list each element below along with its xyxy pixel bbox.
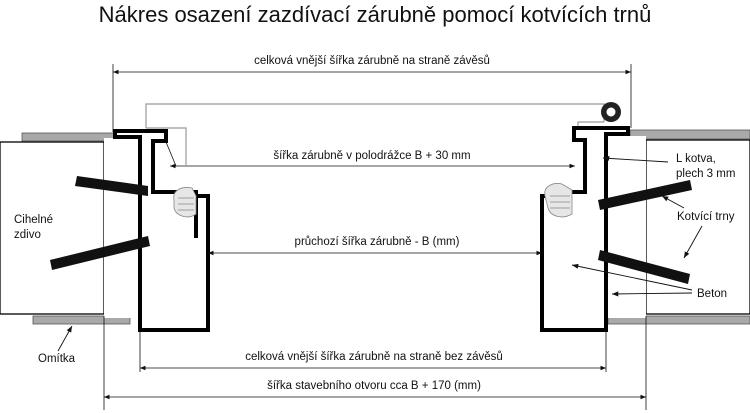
dim-outer-width-no-hinge-side: celková vnější šířka zárubně na straně bez závěsů <box>245 351 503 363</box>
label-l-anchor: L kotva, plech 3 mm <box>676 153 736 180</box>
dim-opening-width: šířka stavebního otvoru cca B + 170 (mm) <box>267 380 481 392</box>
label-anchor-pins: Kotvící trny <box>677 211 735 223</box>
dim-rebate-width: šířka zárubně v polodrážce B + 30 mm <box>273 150 471 162</box>
label-plaster: Omítka <box>38 353 76 365</box>
left-wall <box>0 142 104 314</box>
label-concrete: Beton <box>697 288 728 300</box>
hinge-icon <box>601 102 621 122</box>
dim-outer-width-hinge-side: celková vnější šířka zárubně na straně závěsů <box>254 55 490 67</box>
label-brick-wall: Cihelné zdivo <box>14 214 53 241</box>
left-seal <box>174 188 196 217</box>
dim-clear-width: průchozí šířka zárubně - B (mm) <box>294 236 460 248</box>
diagram-title: Nákres osazení zazdívací zárubně pomocí kotvících trnů <box>98 2 652 27</box>
